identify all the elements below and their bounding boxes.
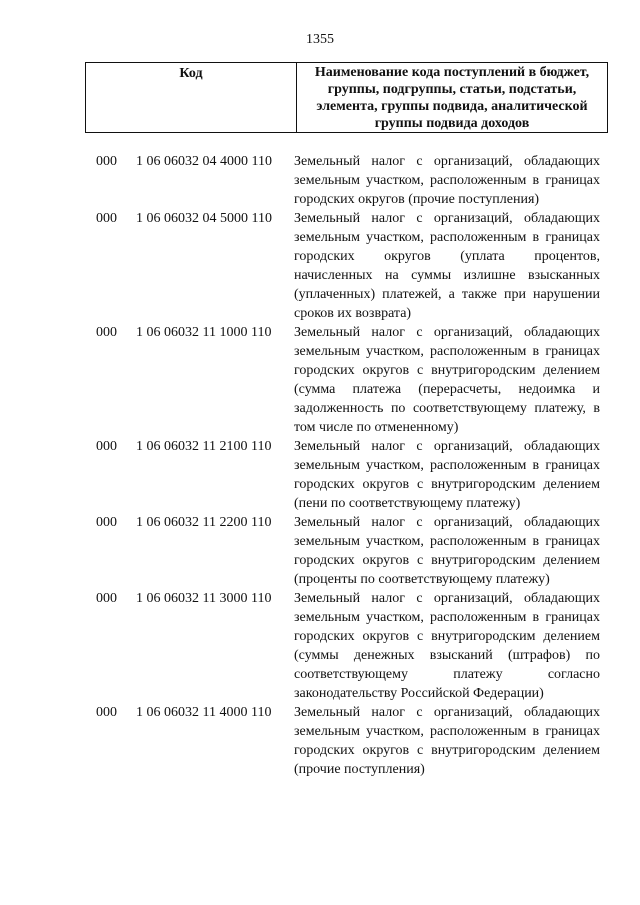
list-item bbox=[96, 513, 608, 589]
revenue-description: Земельный налог с организаций, обладающих земельным участком, расположенным в границах городских округов с внутригородским делением (суммы денежных взысканий (штрафов) по соответствующему платежу согласно законодательству Российской Федерации) bbox=[294, 591, 600, 701]
admin-code: 000 bbox=[96, 325, 117, 340]
admin-code: 000 bbox=[96, 591, 117, 606]
revenue-code: 1 06 06032 11 2100 110 bbox=[136, 439, 272, 454]
revenue-code-list bbox=[96, 152, 608, 779]
admin-code: 000 bbox=[96, 515, 117, 530]
revenue-description: Земельный налог с организаций, обладающих земельным участком, расположенным в границах городских округов с внутригородским делением (проценты по соответствующему платежу) bbox=[294, 515, 600, 587]
list-item bbox=[96, 703, 608, 779]
revenue-description: Земельный налог с организаций, обладающих земельным участком, расположенным в границах городских округов (уплата процентов, начисленных на суммы излишне взысканных (уплаченных) платежей, а также при нарушении сроков их возврата) bbox=[294, 211, 600, 321]
code-column-header: Код bbox=[86, 63, 297, 133]
admin-code: 000 bbox=[96, 439, 117, 454]
revenue-description: Земельный налог с организаций, обладающих земельным участком, расположенным в границах городских округов с внутригородским делением (сумма платежа (перерасчеты, недоимка и задолженность по соответствующему платежу, в том числе по отмененному) bbox=[294, 325, 600, 435]
revenue-description: Земельный налог с организаций, обладающих земельным участком, расположенным в границах городских округов с внутригородским делением (пени по соответствующему платежу) bbox=[294, 439, 600, 511]
list-item bbox=[96, 152, 608, 209]
revenue-code: 1 06 06032 11 3000 110 bbox=[136, 591, 272, 606]
admin-code: 000 bbox=[96, 154, 117, 169]
revenue-code: 1 06 06032 04 4000 110 bbox=[136, 154, 272, 169]
name-column-header: Наименование кода поступлений в бюджет, группы, подгруппы, статьи, подстатьи, элемента, группы подвида, аналитической группы подвида доходов bbox=[297, 63, 608, 133]
revenue-code: 1 06 06032 11 1000 110 bbox=[136, 325, 272, 340]
revenue-code: 1 06 06032 11 4000 110 bbox=[136, 705, 272, 720]
admin-code: 000 bbox=[96, 211, 117, 226]
list-item bbox=[96, 437, 608, 513]
list-item bbox=[96, 323, 608, 437]
revenue-code: 1 06 06032 11 2200 110 bbox=[136, 515, 272, 530]
page-number: 1355 bbox=[306, 32, 334, 47]
list-item bbox=[96, 209, 608, 323]
revenue-code: 1 06 06032 04 5000 110 bbox=[136, 211, 272, 226]
column-header-table bbox=[85, 62, 608, 133]
revenue-description: Земельный налог с организаций, обладающих земельным участком, расположенным в границах городских округов с внутригородским делением (прочие поступления) bbox=[294, 705, 600, 777]
admin-code: 000 bbox=[96, 705, 117, 720]
list-item bbox=[96, 589, 608, 703]
revenue-description: Земельный налог с организаций, обладающих земельным участком, расположенным в границах городских округов (прочие поступления) bbox=[294, 154, 600, 207]
